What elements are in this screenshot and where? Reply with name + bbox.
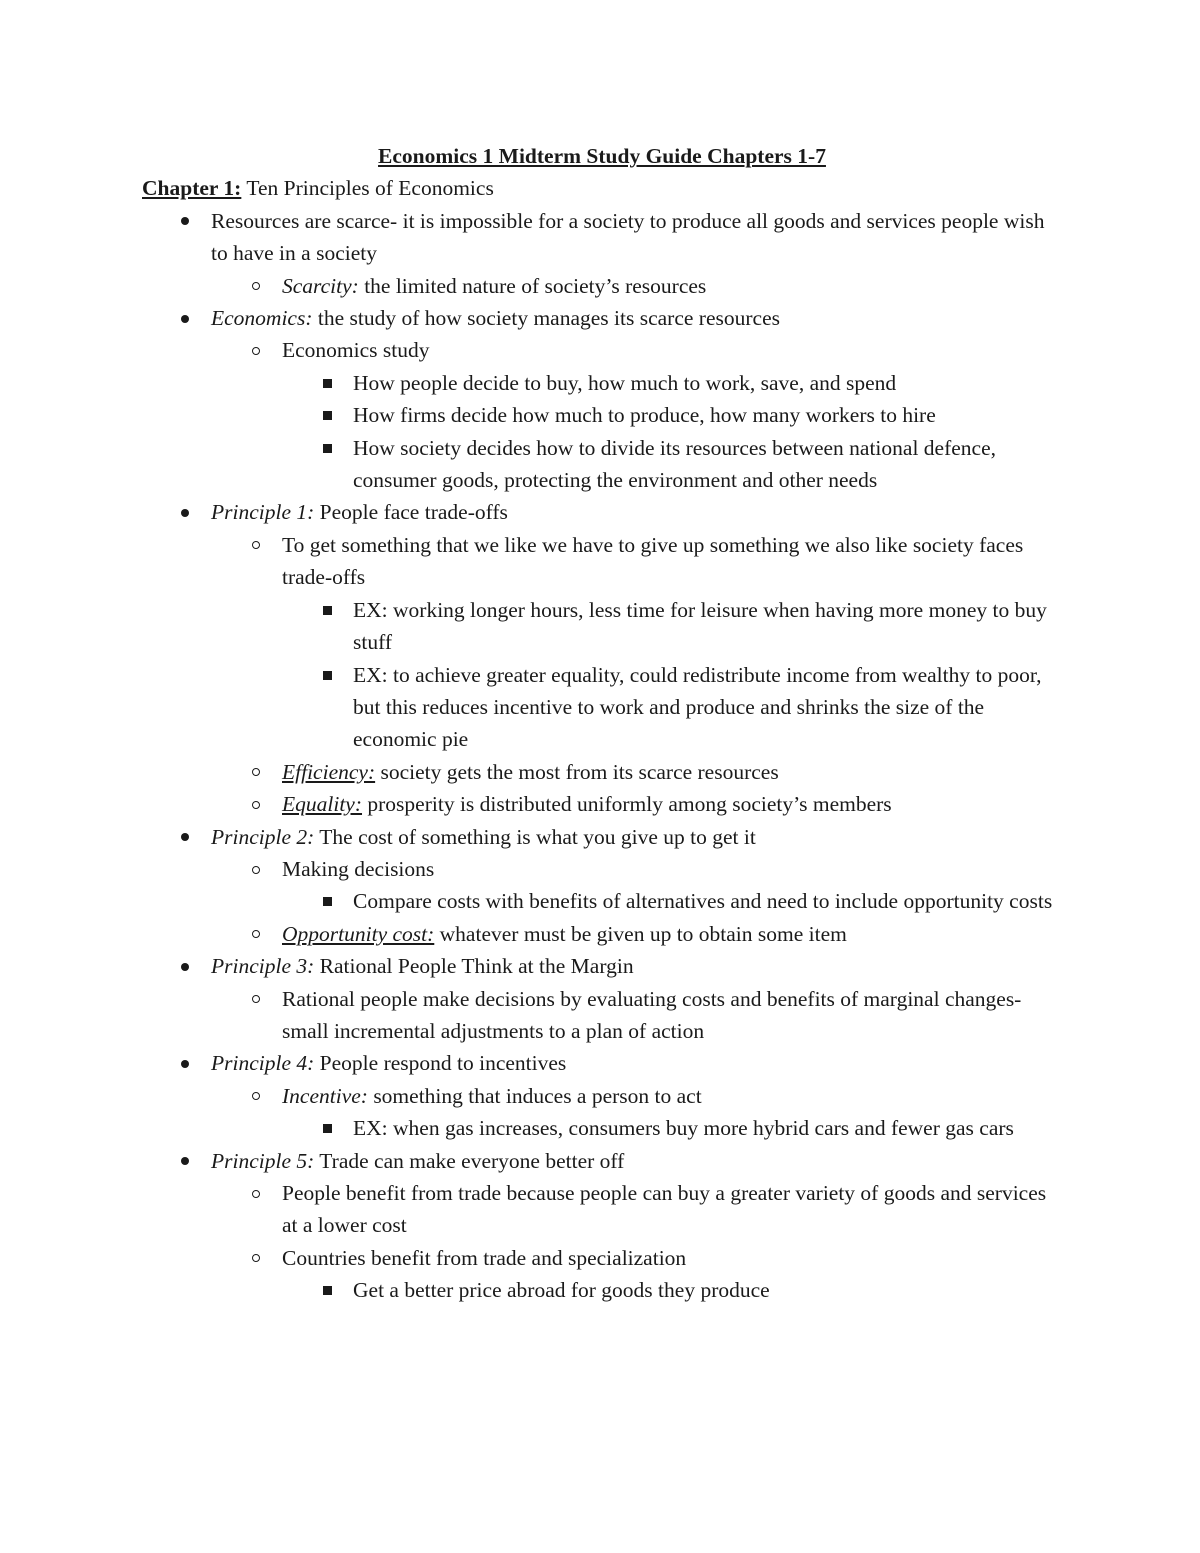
bullet-square-icon bbox=[320, 1112, 334, 1144]
list-item bbox=[283, 659, 1062, 756]
principles-list bbox=[142, 205, 1062, 1307]
term-principle-3: Principle 3: bbox=[211, 954, 315, 979]
document-page bbox=[142, 140, 1062, 1307]
list-item bbox=[212, 756, 1062, 788]
list-item bbox=[283, 1112, 1062, 1144]
chapter-heading bbox=[142, 172, 1062, 204]
term-principle-4: Principle 4: bbox=[211, 1051, 315, 1076]
list-item bbox=[212, 788, 1062, 820]
list-item bbox=[142, 1047, 1062, 1144]
item-text: whatever must be given up to obtain some item bbox=[434, 921, 847, 946]
bullet-circle-icon bbox=[249, 1242, 263, 1274]
bullet-circle-icon bbox=[249, 853, 263, 885]
item-text: Compare costs with benefits of alternatives and need to include opportunity costs bbox=[353, 889, 1053, 914]
list-item bbox=[212, 270, 1062, 302]
chapter-name: Ten Principles of Economics bbox=[241, 176, 494, 201]
item-text: How firms decide how much to produce, how many workers to hire bbox=[353, 403, 936, 428]
list-item bbox=[212, 1177, 1062, 1242]
bullet-square-icon bbox=[320, 367, 334, 399]
item-text: Rational people make decisions by evaluating costs and benefits of marginal changes- small incremental adjustments to a plan of action bbox=[282, 986, 1022, 1043]
bullet-square-icon bbox=[320, 1274, 334, 1306]
list-item bbox=[212, 1080, 1062, 1145]
term-principle-5: Principle 5: bbox=[211, 1148, 315, 1173]
list-item bbox=[212, 1242, 1062, 1307]
bullet-circle-icon bbox=[249, 334, 263, 366]
bullet-circle-icon bbox=[249, 756, 263, 788]
item-text: How people decide to buy, how much to work, save, and spend bbox=[353, 370, 897, 395]
term-economics: Economics: bbox=[211, 306, 313, 331]
list-item bbox=[212, 334, 1062, 496]
bullet-circle-icon bbox=[249, 983, 263, 1015]
chapter-label: Chapter 1: bbox=[142, 176, 242, 201]
item-text: Resources are scarce- it is impossible for a society to produce all goods and services people wish to have in a society bbox=[211, 208, 1045, 266]
bullet-circle-icon bbox=[249, 918, 263, 950]
bullet-square-icon bbox=[320, 399, 334, 431]
item-text: the limited nature of society’s resources bbox=[358, 273, 707, 298]
bullet-circle-icon bbox=[249, 1080, 263, 1112]
bullet-circle-icon bbox=[249, 529, 263, 561]
item-text: Rational People Think at the Margin bbox=[314, 954, 634, 979]
list-item bbox=[283, 367, 1062, 399]
item-text: To get something that we like we have to give up something we also like society faces trade-offs bbox=[282, 532, 1024, 590]
item-text: something that induces a person to act bbox=[367, 1083, 702, 1108]
sub-list bbox=[212, 1177, 1062, 1307]
bullet-dot-icon bbox=[178, 1047, 192, 1079]
sub-list bbox=[212, 983, 1062, 1048]
bullet-dot-icon bbox=[178, 496, 192, 528]
term-principle-2: Principle 2: bbox=[211, 824, 315, 849]
list-item bbox=[212, 529, 1062, 756]
list-item bbox=[212, 853, 1062, 918]
item-text: prosperity is distributed uniformly among society’s members bbox=[362, 792, 892, 817]
bullet-circle-icon bbox=[249, 788, 263, 820]
item-text: Trade can make everyone better off bbox=[314, 1148, 625, 1173]
term-incentive: Incentive: bbox=[282, 1083, 368, 1108]
bullet-square-icon bbox=[320, 885, 334, 917]
bullet-circle-icon bbox=[249, 270, 263, 302]
bullet-dot-icon bbox=[178, 302, 192, 334]
item-text: People face trade-offs bbox=[314, 500, 508, 525]
item-text: society gets the most from its scarce resources bbox=[375, 759, 779, 784]
item-text: the study of how society manages its scarce resources bbox=[312, 306, 780, 331]
list-item bbox=[283, 594, 1062, 659]
list-item bbox=[142, 302, 1062, 496]
item-text: People respond to incentives bbox=[314, 1051, 567, 1076]
sub-list bbox=[212, 853, 1062, 950]
bullet-square-icon bbox=[320, 432, 334, 464]
bullet-square-icon bbox=[320, 659, 334, 691]
list-item bbox=[142, 821, 1062, 951]
item-text: How society decides how to divide its resources between national defence, consumer goods, protecting the environment and other needs bbox=[353, 435, 996, 493]
list-item bbox=[212, 918, 1062, 950]
sub-sub-list bbox=[283, 1274, 1062, 1306]
sub-sub-list bbox=[283, 367, 1062, 497]
list-item bbox=[142, 950, 1062, 1047]
list-item bbox=[283, 1274, 1062, 1306]
term-efficiency: Efficiency: bbox=[282, 759, 376, 784]
list-item bbox=[142, 496, 1062, 820]
item-text: People benefit from trade because people can buy a greater variety of goods and services at a lower cost bbox=[282, 1181, 1047, 1238]
item-text: EX: to achieve greater equality, could redistribute income from wealthy to poor, but this reduces incentive to work and produce and shrinks the size of the economic pie bbox=[353, 662, 1042, 752]
list-item bbox=[142, 1145, 1062, 1307]
list-item bbox=[283, 399, 1062, 431]
list-item bbox=[283, 432, 1062, 497]
document-title: Economics 1 Midterm Study Guide Chapters 1-7 bbox=[378, 144, 826, 168]
sub-sub-list bbox=[283, 885, 1062, 917]
list-item bbox=[142, 205, 1062, 302]
bullet-dot-icon bbox=[178, 205, 192, 237]
item-text: EX: when gas increases, consumers buy more hybrid cars and fewer gas cars bbox=[353, 1116, 1014, 1141]
bullet-dot-icon bbox=[178, 950, 192, 982]
term-scarcity: Scarcity: bbox=[282, 273, 359, 298]
sub-list bbox=[212, 334, 1062, 496]
bullet-square-icon bbox=[320, 594, 334, 626]
item-text: Get a better price abroad for goods they produce bbox=[353, 1278, 770, 1303]
sub-list bbox=[212, 1080, 1062, 1145]
bullet-dot-icon bbox=[178, 821, 192, 853]
item-text: Making decisions bbox=[282, 856, 435, 881]
term-principle-1: Principle 1: bbox=[211, 500, 315, 525]
item-text: EX: working longer hours, less time for leisure when having more money to buy stuff bbox=[353, 597, 1047, 655]
term-equality: Equality: bbox=[282, 792, 363, 817]
item-text: Countries benefit from trade and specialization bbox=[282, 1245, 687, 1270]
term-opportunity-cost: Opportunity cost: bbox=[282, 921, 435, 946]
list-item bbox=[212, 983, 1062, 1048]
bullet-circle-icon bbox=[249, 1177, 263, 1209]
item-text: Economics study bbox=[282, 338, 430, 363]
sub-sub-list bbox=[283, 594, 1062, 756]
sub-sub-list bbox=[283, 1112, 1062, 1144]
item-text: The cost of something is what you give up to get it bbox=[314, 824, 756, 849]
sub-list bbox=[212, 529, 1062, 821]
bullet-dot-icon bbox=[178, 1145, 192, 1177]
list-item bbox=[283, 885, 1062, 917]
sub-list bbox=[212, 270, 1062, 302]
